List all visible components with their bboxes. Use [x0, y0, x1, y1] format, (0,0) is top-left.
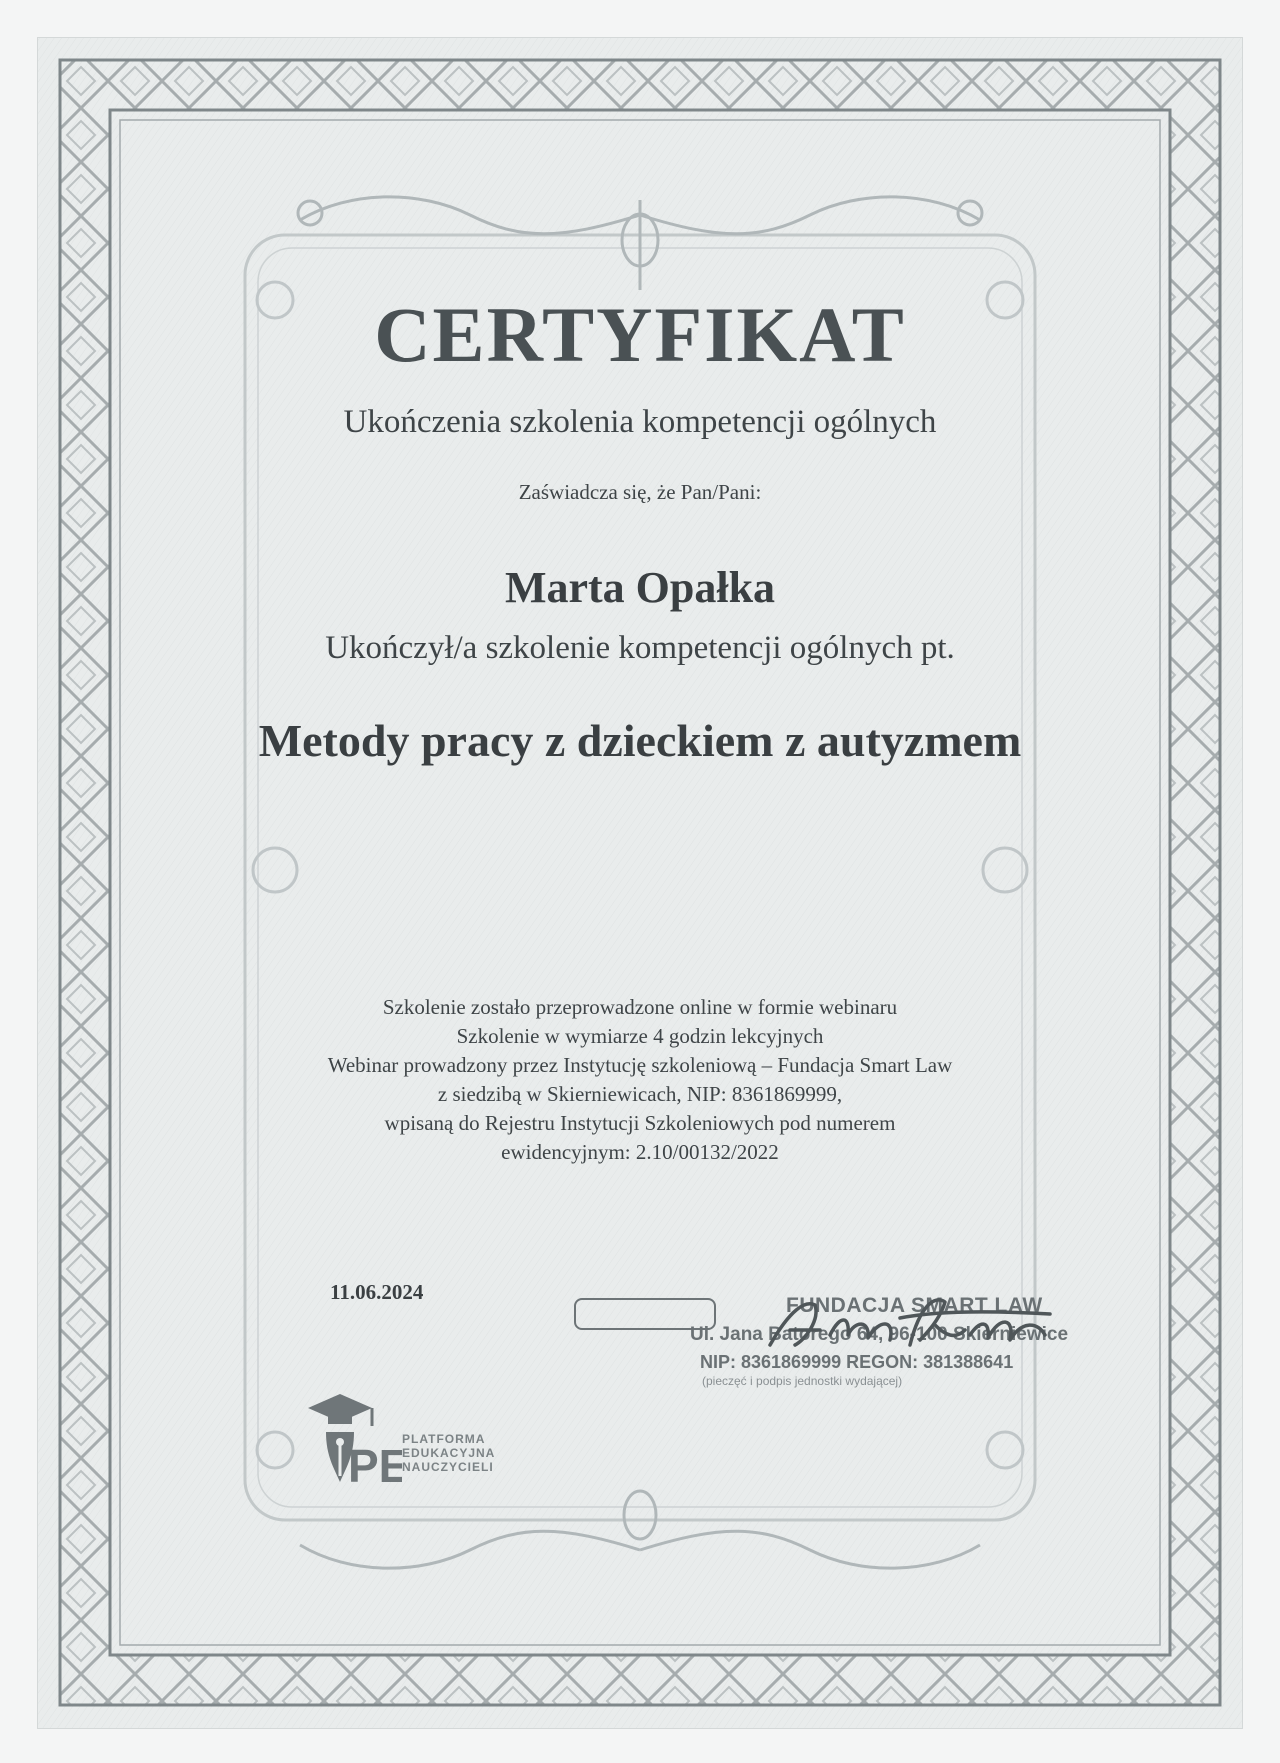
issue-date: 11.06.2024	[330, 1280, 424, 1304]
details-line: z siedzibą w Skierniewicach, NIP: 8361869999,	[437, 1082, 843, 1106]
logo-line: NAUCZYCIELI	[402, 1460, 494, 1474]
training-details	[0, 993, 1280, 1167]
stamp-ids: NIP: 8361869999 REGON: 381388641	[700, 1352, 1014, 1372]
pen-logo	[298, 1386, 508, 1486]
logo-line: PLATFORMA	[402, 1432, 486, 1446]
certificate-title: CERTYFIKAT	[374, 291, 906, 378]
stamp-organization: FUNDACJA SMART LAW	[786, 1294, 1043, 1317]
completion-text: Ukończył/a szkolenie kompetencji ogólnych pt.	[325, 630, 955, 666]
stamp-note: (pieczęć i podpis jednostki wydającej)	[702, 1374, 903, 1388]
graduation-cap-pen-icon	[298, 1386, 402, 1486]
logo-mark: PE	[348, 1440, 402, 1486]
certificate-subtitle: Ukończenia szkolenia kompetencji ogólnych	[343, 404, 937, 440]
details-line: Szkolenie zostało przeprowadzone online w formie webinaru	[382, 995, 898, 1019]
details-line: Szkolenie w wymiarze 4 godzin lekcyjnych	[456, 1024, 824, 1048]
logo-line: EDUKACYJNA	[402, 1446, 496, 1460]
signature-image	[760, 1290, 1060, 1360]
details-line: wpisaną do Rejestru Instytucji Szkoleniowych pod numerem	[384, 1111, 896, 1135]
stamp-address: Ul. Jana Batorego 64, 96-100 Skierniewice	[690, 1324, 1069, 1345]
details-line: Webinar prowadzony przez Instytucję szkoleniową – Fundacja Smart Law	[327, 1053, 953, 1077]
course-title: Metody pracy z dzieckiem z autyzmem	[258, 715, 1022, 766]
recipient-name: Marta Opałka	[504, 563, 776, 612]
details-line: ewidencyjnym: 2.10/00132/2022	[501, 1140, 779, 1164]
attestation-text: Zaświadcza się, że Pan/Pani:	[518, 480, 762, 504]
